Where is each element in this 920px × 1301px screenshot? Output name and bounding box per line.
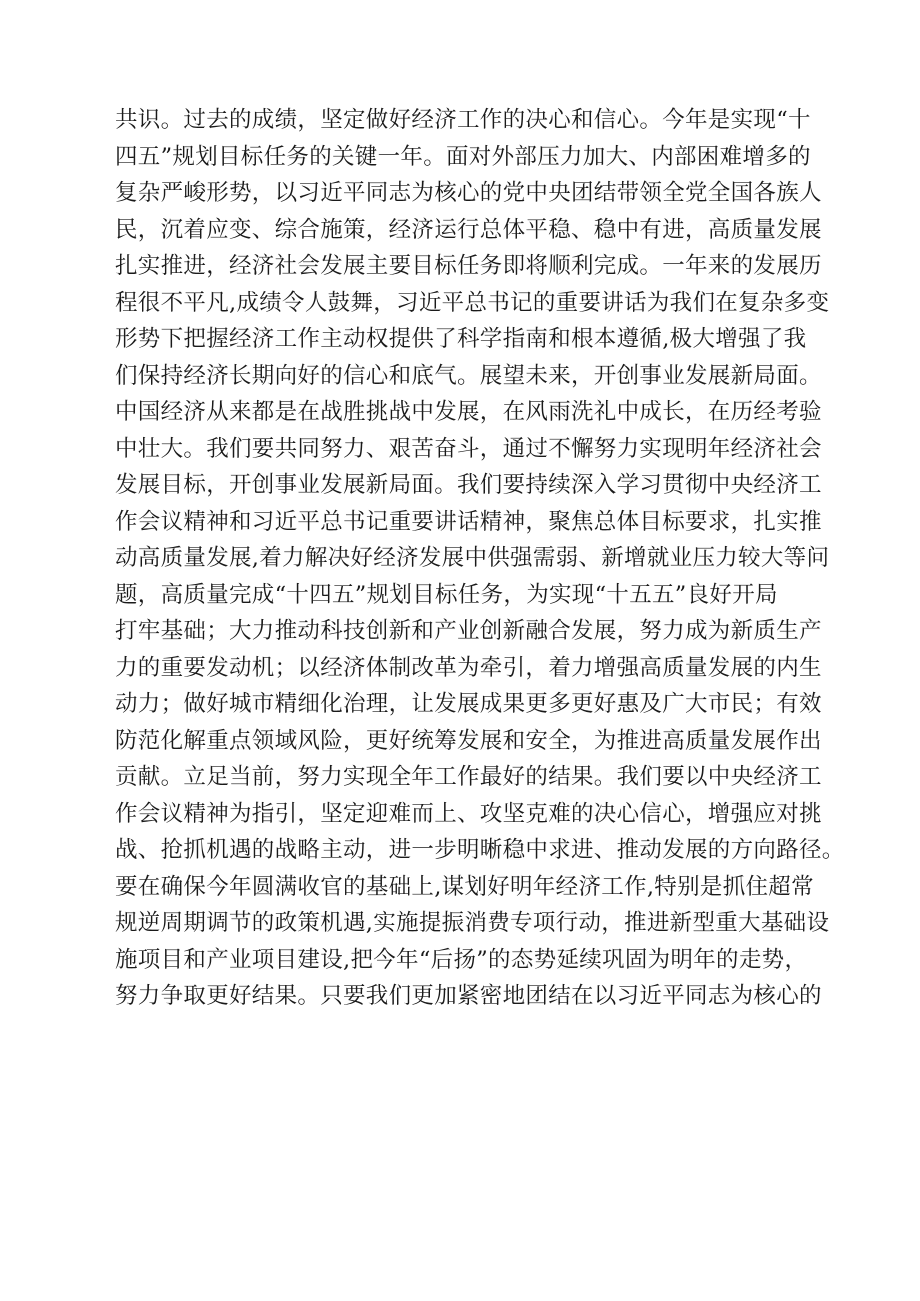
text-line: 作会议精神为指引，坚定迎难而上、攻坚克难的决心信心，增强应对挑 bbox=[115, 800, 822, 827]
text-line: 施项目和产业项目建设,把今年“后扬”的态势延续巩固为明年的走势， bbox=[115, 946, 808, 973]
text-line: 扎实推进，经济社会发展主要目标任务即将顺利完成。一年来的发展历 bbox=[115, 253, 822, 279]
text-line: 打牢基础；大力推动科技创新和产业创新融合发展，努力成为新质生产 bbox=[115, 618, 822, 644]
text-line: 发展目标，开创事业发展新局面。我们要持续深入学习贯彻中央经济工 bbox=[115, 472, 822, 498]
text-line: 四五”规划目标任务的关键一年。面对外部压力加大、内部困难增多的 bbox=[115, 143, 811, 170]
body-paragraph bbox=[115, 102, 845, 1015]
text-line: 程很不平凡,成绩令人鼓舞，习近平总书记的重要讲话为我们在复杂多变 bbox=[115, 289, 830, 316]
text-line: 防范化解重点领域风险，更好统筹发展和安全，为推进高质量发展作出 bbox=[115, 727, 822, 754]
text-line: 动高质量发展,着力解决好经济发展中供强需弱、新增就业压力较大等问 bbox=[115, 545, 830, 571]
text-line: 复杂严峻形势，以习近平同志为核心的党中央团结带领全党全国各族人 bbox=[115, 180, 822, 206]
text-line: 题，高质量完成“十四五”规划目标任务，为实现“十五五”良好开局 bbox=[115, 581, 778, 608]
text-line: 们保持经济长期向好的信心和底气。展望未来，开创事业发展新局面。 bbox=[115, 362, 822, 389]
text-line: 力的重要发动机；以经济体制改革为牵引，着力增强高质量发展的内生 bbox=[115, 654, 822, 681]
text-line: 共识。过去的成绩，坚定做好经济工作的决心和信心。今年是实现“十 bbox=[115, 107, 811, 133]
text-line: 要在确保今年圆满收官的基础上,谋划好明年经济工作,特别是抓住超常 bbox=[115, 873, 814, 900]
text-line: 努力争取更好结果。只要我们更加紧密地团结在以习近平同志为核心的 bbox=[115, 983, 822, 1009]
text-line: 中壮大。我们要共同努力、艰苦奋斗，通过不懈努力实现明年经济社会 bbox=[115, 435, 822, 462]
text-line: 中国经济从来都是在战胜挑战中发展，在风雨洗礼中成长，在历经考验 bbox=[115, 399, 822, 425]
text-line: 规逆周期调节的政策机遇,实施提振消费专项行动，推进新型重大基础设 bbox=[115, 910, 830, 936]
text-line: 动力；做好城市精细化治理，让发展成果更多更好惠及广大市民；有效 bbox=[115, 691, 822, 717]
text-line: 作会议精神和习近平总书记重要讲话精神，聚焦总体目标要求，扎实推 bbox=[115, 508, 822, 535]
text-line: 战、抢抓机遇的战略主动，进一步明晰稳中求进、推动发展的方向路径。 bbox=[115, 837, 845, 863]
text-line: 形势下把握经济工作主动权提供了科学指南和根本遵循,极大增强了我 bbox=[115, 326, 807, 352]
text-line: 贡献。立足当前，努力实现全年工作最好的结果。我们要以中央经济工 bbox=[115, 764, 822, 790]
text-line: 民，沉着应变、综合施策，经济运行总体平稳、稳中有进，高质量发展 bbox=[115, 216, 822, 243]
